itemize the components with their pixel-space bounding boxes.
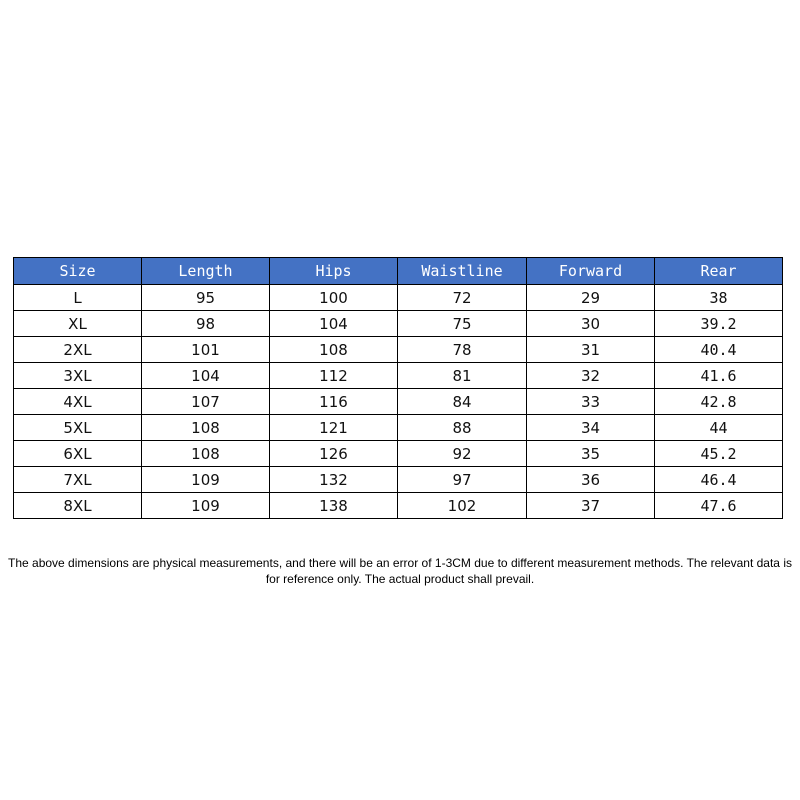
cell-forward: 29 [527, 285, 655, 311]
disclaimer-line-1: The above dimensions are physical measurements, and there will be an error of 1-3CM due to different measurement methods. The relevant data is [8, 556, 792, 570]
cell-length: 108 [142, 441, 270, 467]
cell-waistline: 84 [398, 389, 527, 415]
cell-rear: 40.4 [655, 337, 783, 363]
cell-hips: 104 [270, 311, 398, 337]
cell-hips: 108 [270, 337, 398, 363]
cell-rear: 44 [655, 415, 783, 441]
cell-hips: 126 [270, 441, 398, 467]
cell-rear: 41.6 [655, 363, 783, 389]
cell-rear: 45.2 [655, 441, 783, 467]
cell-hips: 100 [270, 285, 398, 311]
header-hips: Hips [270, 258, 398, 285]
cell-length: 109 [142, 467, 270, 493]
table-header-row [14, 258, 783, 285]
table-row [14, 363, 783, 389]
header-size: Size [14, 258, 142, 285]
disclaimer-line-2: for reference only. The actual product shall prevail. [265, 572, 535, 586]
cell-size: 7XL [14, 467, 142, 493]
table-row [14, 389, 783, 415]
header-length: Length [142, 258, 270, 285]
cell-size: 4XL [14, 389, 142, 415]
cell-waistline: 97 [398, 467, 527, 493]
cell-forward: 31 [527, 337, 655, 363]
table-row [14, 467, 783, 493]
table-row [14, 493, 783, 519]
cell-waistline: 81 [398, 363, 527, 389]
cell-size: 6XL [14, 441, 142, 467]
cell-forward: 37 [527, 493, 655, 519]
cell-rear: 47.6 [655, 493, 783, 519]
cell-waistline: 88 [398, 415, 527, 441]
cell-hips: 132 [270, 467, 398, 493]
cell-size: L [14, 285, 142, 311]
table-row [14, 311, 783, 337]
cell-size: 5XL [14, 415, 142, 441]
cell-rear: 46.4 [655, 467, 783, 493]
table-row [14, 337, 783, 363]
cell-size: 3XL [14, 363, 142, 389]
header-rear: Rear [655, 258, 783, 285]
cell-waistline: 75 [398, 311, 527, 337]
cell-hips: 138 [270, 493, 398, 519]
cell-forward: 36 [527, 467, 655, 493]
cell-waistline: 72 [398, 285, 527, 311]
cell-rear: 42.8 [655, 389, 783, 415]
cell-size: 2XL [14, 337, 142, 363]
cell-length: 107 [142, 389, 270, 415]
cell-size: XL [14, 311, 142, 337]
table-row [14, 415, 783, 441]
cell-length: 95 [142, 285, 270, 311]
cell-forward: 34 [527, 415, 655, 441]
cell-hips: 121 [270, 415, 398, 441]
measurement-disclaimer [0, 555, 800, 587]
cell-forward: 35 [527, 441, 655, 467]
size-chart-table [13, 257, 783, 519]
cell-length: 101 [142, 337, 270, 363]
cell-hips: 112 [270, 363, 398, 389]
cell-length: 104 [142, 363, 270, 389]
cell-forward: 30 [527, 311, 655, 337]
cell-rear: 39.2 [655, 311, 783, 337]
cell-waistline: 78 [398, 337, 527, 363]
header-waistline: Waistline [398, 258, 527, 285]
table-row [14, 285, 783, 311]
cell-waistline: 102 [398, 493, 527, 519]
cell-hips: 116 [270, 389, 398, 415]
table-row [14, 441, 783, 467]
cell-length: 108 [142, 415, 270, 441]
cell-rear: 38 [655, 285, 783, 311]
cell-length: 98 [142, 311, 270, 337]
cell-forward: 32 [527, 363, 655, 389]
cell-forward: 33 [527, 389, 655, 415]
header-forward: Forward [527, 258, 655, 285]
cell-waistline: 92 [398, 441, 527, 467]
cell-size: 8XL [14, 493, 142, 519]
cell-length: 109 [142, 493, 270, 519]
